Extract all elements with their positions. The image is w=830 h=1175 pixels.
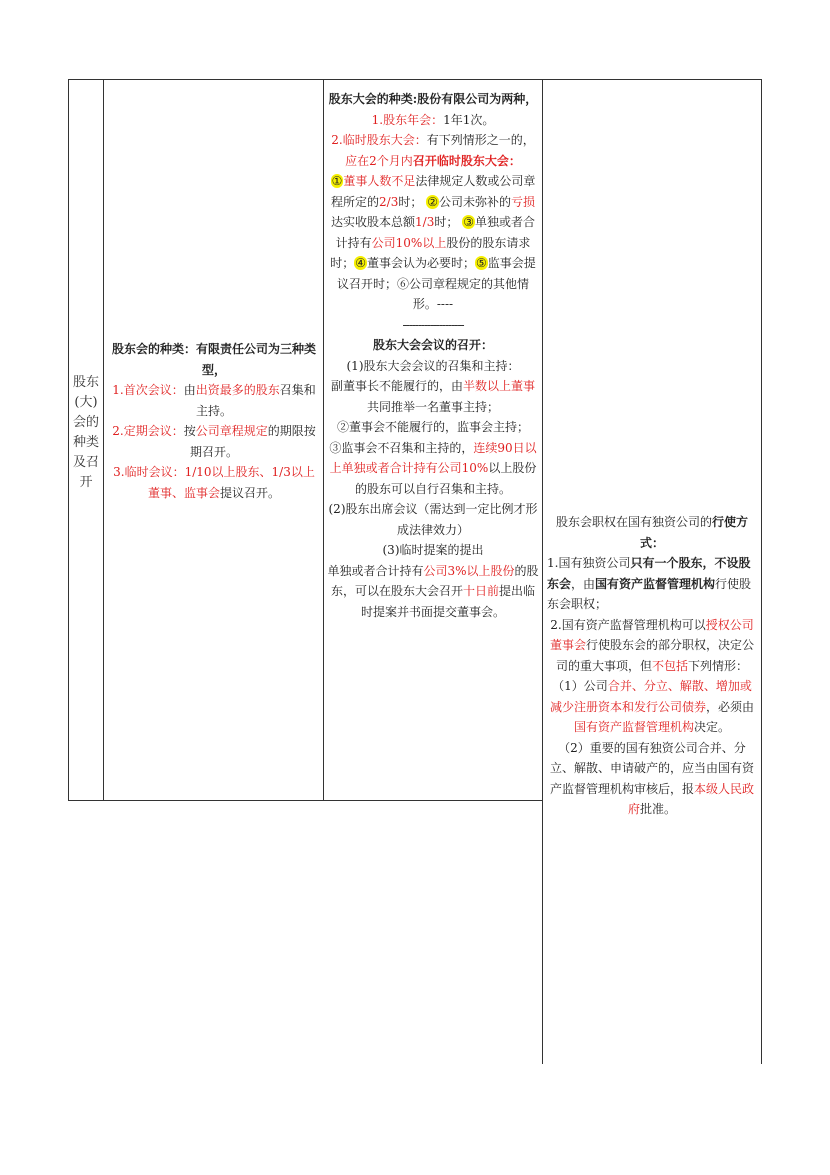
ltd-heading: 股东会的种类：有限责任公司为三种类型， <box>111 342 316 377</box>
corp-heading: 股东大会的种类:股份有限公司为两种， <box>328 92 538 106</box>
topic-text: 股东(大)会的种类及召开 <box>72 375 99 490</box>
state-point-2: 2.国有资产监督管理机构可以授权公司董事会行使股东会的部分职权，决定公司的重大事项，但不包括下列情形： <box>549 617 755 673</box>
table-bottom-border <box>68 800 542 801</box>
ltd-meeting-types-cell <box>108 339 320 503</box>
circled-number-2: ② <box>427 194 438 209</box>
corp-annual-meeting: 1.股东年会：1年1次。 <box>371 112 495 127</box>
column-divider-4 <box>542 79 543 1064</box>
convening-2-attendance: (2)股东出席会议（需达到一定比例才形成法律效力） <box>328 502 538 537</box>
column-divider-5 <box>761 79 762 1064</box>
convening-1-supervisors: ②董事会不能履行的，监事会主持； <box>336 420 529 434</box>
state-subpoint-2: （2）重要的国有独资公司合并、分立、解散、申请破产的，应当由国有资产监督管理机构审核后，报本级人民政府批准。 <box>549 740 755 816</box>
circled-number-3: ③ <box>463 215 474 229</box>
circled-number-1: ① <box>331 174 343 188</box>
ltd-item-regular-meeting: 2.定期会议：按公司章程规定的期限按期召开。 <box>112 424 316 459</box>
corp-conditions: ①董事人数不足法律规定人数或公司章程所定的2/3时； ②公司未弥补的亏损达实收股本总额1/3时； ③单独或者合计持有公司10%以上股份的股东请求时；④董事会认为必要时；⑤监事会提议召开时；⑥公司章程规定的其他情形。---- <box>330 174 536 311</box>
state-intro: 股东会职权在国有独资公司的行使方式： <box>555 515 749 550</box>
ltd-item-interim-meeting: 3.临时会议：1/10以上股东、1/3以上董事、监事会提议召开。 <box>113 465 315 500</box>
state-point-1: 1.国有独资公司只有一个股东，不设股东会，由国有资产监督管理机构行使股东会职权； <box>547 556 752 611</box>
corp-meeting-types-cell <box>327 89 539 622</box>
convening-3-title: (3)临时提案的提出 <box>382 543 484 557</box>
circled-number-4: ④ <box>355 256 366 270</box>
convening-1-vice-chair: 副董事长不能履行的，由半数以上董事共同推举一名董事主持； <box>330 379 536 414</box>
convening-heading: 股东大会会议的召开： <box>372 338 493 352</box>
circled-number-5: ⑤ <box>476 256 487 270</box>
ltd-item-first-meeting: 1.首次会议：由出资最多的股东召集和主持。 <box>112 383 316 418</box>
table-top-border <box>68 79 762 80</box>
topic-cell <box>71 373 101 493</box>
dash-separator: -------------------- <box>402 317 464 332</box>
column-divider-3 <box>323 79 324 801</box>
corp-interim-meeting: 2.临时股东大会：有下列情形之一的，应在2个月内召开临时股东大会： <box>331 133 535 168</box>
column-divider-1 <box>68 79 69 801</box>
state-owned-cell <box>547 512 757 820</box>
convening-3-proposal: 单独或者合计持有公司3%以上股份的股东，可以在股东大会召开十日前提出临时提案并书面提交董事会。 <box>327 563 539 619</box>
state-subpoint-1: （1）公司合并、分立、解散、增加或减少注册资本和发行公司债券，必须由国有资产监督管理机构决定。 <box>549 679 755 734</box>
convening-1-title: (1)股东大会会议的召集和主持： <box>346 358 520 373</box>
convening-1-shareholders: ③监事会不召集和主持的，连续90日以上单独或者合计持有公司10%以上股份的股东可以自行召集和主持。 <box>329 440 537 496</box>
column-divider-2 <box>103 79 104 801</box>
